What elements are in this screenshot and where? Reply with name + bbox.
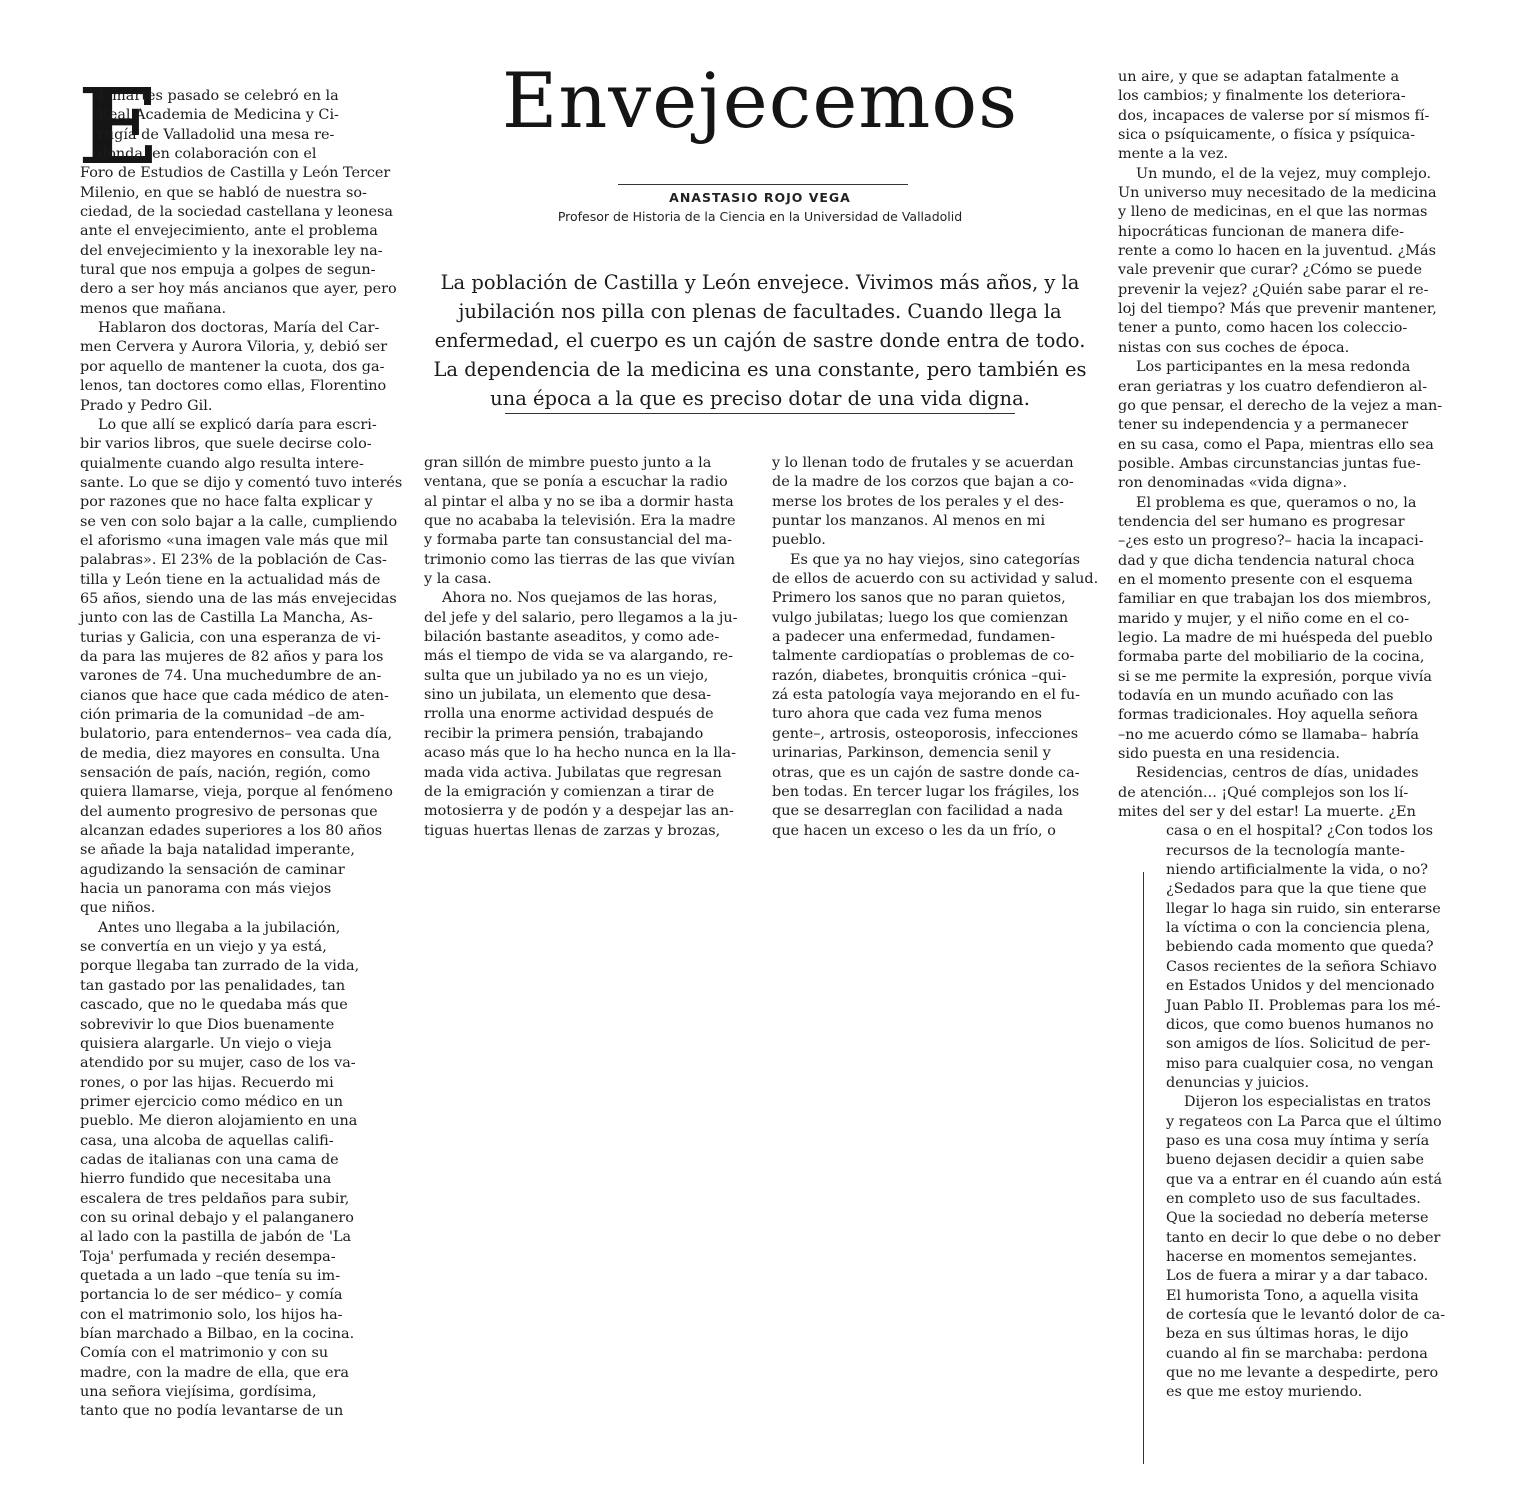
text-line: Los de fuera a mirar y a dar tabaco. — [1166, 1268, 1429, 1285]
column-divider — [1143, 872, 1144, 1464]
text-line: de atención... ¡Qué complejos son los lí- — [1118, 784, 1409, 801]
text-line: mente a la vez. — [1118, 146, 1229, 163]
article-column-2 — [424, 454, 754, 841]
text-line: Lo que allí se explicó daría para escri- — [98, 416, 377, 433]
text-line: si se me permite la expresión, porque vivía — [1118, 668, 1432, 685]
text-line: Casos recientes de la señora Schiavo — [1166, 958, 1437, 975]
text-line: por aquello de mantener la cuota, dos ga- — [80, 358, 385, 375]
text-line: llegar lo haga sin ruido, sin enterarse — [1166, 900, 1441, 917]
text-line: El humorista Tono, a aquella visita — [1166, 1287, 1419, 1304]
text-line: puntar los manzanos. Al menos en mi — [772, 513, 1046, 530]
text-line: más el tiempo de vida se va alargando, re- — [424, 648, 734, 665]
text-line: quetada a un lado –que tenía su im- — [80, 1267, 341, 1284]
text-line: sido puesta en una residencia. — [1118, 746, 1341, 763]
text-line: dero a ser hoy más ancianos que ayer, pero — [80, 281, 397, 298]
text-line: gran sillón de mimbre puesto junto a la — [424, 455, 712, 471]
text-line: y regateos con La Parca que el último — [1166, 1113, 1442, 1130]
text-line: cadas de italianas con una cama de — [80, 1151, 339, 1168]
text-line: sensación de país, nación, región, como — [80, 765, 371, 782]
text-line: palabras». El 23% de la población de Cas- — [80, 552, 387, 569]
text-line: del envejecimiento y la inexorable ley na- — [80, 242, 383, 259]
text-line: y lleno de medicinas, en el que las normas — [1118, 204, 1428, 221]
text-line: la víctima o con la conciencia plena, — [1166, 920, 1431, 937]
text-line: formaba parte del mobiliario de la cocina, — [1118, 649, 1425, 666]
text-line: rente a como lo hacen en la juventud. ¿Más — [1118, 243, 1436, 260]
text-line: se convertía en un viejo y ya está, — [80, 939, 327, 956]
text-line: –no me acuerdo cómo se llamaba– habría — [1118, 726, 1419, 743]
text-line: en Estados Unidos y del mencionado — [1166, 978, 1435, 995]
text-line: Primero los sanos que no paran quietos, — [772, 590, 1066, 607]
text-line: los cambios; y finalmente los deteriora- — [1118, 88, 1406, 105]
text-line: ¿Sedados para que la que tiene que — [1166, 881, 1427, 898]
text-line: nistas con sus coches de época. — [1118, 339, 1350, 356]
text-line: hierro fundido que necesitaba una — [80, 1171, 332, 1188]
text-line: bían marchado a Bilbao, en la cocina. — [80, 1326, 355, 1342]
text-line: cascado, que no le quedaba más que — [80, 997, 348, 1014]
text-line: junto con las de Castilla La Mancha, As- — [80, 610, 373, 627]
lede-line: jubilación nos pilla con plenas de facultades. Cuando llega la — [458, 300, 1062, 323]
text-line: loj del tiempo? Más que prevenir mantener, — [1118, 301, 1437, 318]
text-line: bebiendo cada momento que queda? — [1166, 939, 1434, 956]
text-line: a padecer una enfermedad, fundamen- — [772, 629, 1056, 646]
lede-line: enfermedad, el cuerpo es un cajón de sastre donde entra de todo. — [434, 329, 1086, 352]
text-line: bulatorio, para entendernos– vea cada día, — [80, 726, 393, 743]
text-line: Un mundo, el de la vejez, muy complejo. — [1136, 165, 1432, 182]
text-line: madre, con la madre de ella, que era — [80, 1364, 350, 1381]
text-line: porque llegaba tan zurrado de la vida, — [80, 958, 360, 975]
text-line: denuncias y juicios. — [1166, 1074, 1310, 1091]
text-line: sante. Lo que se dijo y comentó tuvo interés — [80, 474, 403, 491]
text-line: por razones que no hace falta explicar y — [80, 494, 373, 511]
text-line: turo ahora que cada vez fuma menos — [772, 706, 1042, 723]
text-line: Ahora no. Nos quejamos de las horas, — [442, 590, 718, 607]
text-line: Los participantes en la mesa redonda — [1136, 359, 1411, 376]
text-line: formas tradicionales. Hoy aquella señora — [1118, 707, 1419, 724]
text-line: miso para cualquier cosa, no vengan — [1166, 1055, 1434, 1072]
text-line: hipocráticas funcionan de manera dife- — [1118, 223, 1404, 240]
text-line: donda, en colaboración con el — [98, 146, 317, 163]
text-line: lenos, tan doctores como ellas, Florentino — [80, 378, 387, 395]
text-line: que no me levante a despedirte, pero — [1166, 1365, 1439, 1382]
text-line: dos, incapaces de valerse por sí mismos fí- — [1118, 107, 1430, 124]
lede-line: una época a la que es preciso dotar de una vida digna. — [490, 387, 1030, 410]
text-line: tendencia del ser humano es progresar — [1118, 513, 1405, 530]
lede — [420, 268, 1100, 413]
text-line: motosierra y de podón y a despejar las an- — [424, 803, 734, 820]
text-line: de media, diez mayores en consulta. Una — [80, 745, 380, 762]
lede-line: La dependencia de la medicina es una constante, pero también es — [433, 358, 1087, 381]
text-line: ciedad, de la sociedad castellana y leonesa — [80, 204, 393, 221]
text-line: pueblo. — [772, 532, 826, 549]
text-line: Un universo muy necesitado de la medicina — [1118, 185, 1437, 202]
text-line: de la emigración y comienzan a tirar de — [424, 783, 715, 800]
text-line: agudizando la sensación de caminar — [80, 861, 345, 878]
text-line: al lado con la pastilla de jabón de 'La — [80, 1229, 352, 1246]
lede-line: La población de Castilla y León envejece. Vivimos más años, y la — [440, 271, 1080, 294]
text-line: familiar en que trabajan los dos miembros, — [1118, 591, 1432, 608]
text-line: dad y que dicha tendencia natural choca — [1118, 552, 1415, 569]
text-line: legio. La madre de mi huéspeda del pueblo — [1118, 629, 1433, 646]
text-line: gente–, artrosis, osteoporosis, infecciones — [772, 725, 1079, 742]
text-line: Foro de Estudios de Castilla y León Tercer — [80, 165, 391, 182]
text-line: Real Academia de Medicina y Ci- — [98, 107, 339, 124]
text-line: Dijeron los especialistas en tratos — [1184, 1094, 1431, 1111]
lede-rule — [505, 413, 1015, 414]
text-line: tanto en decir lo que debe o no deber — [1166, 1229, 1441, 1246]
text-line: todavía en un mundo acuñado con las — [1118, 688, 1394, 704]
text-line: casa o en el hospital? ¿Con todos los — [1166, 823, 1434, 840]
text-line: Comía con el matrimonio y con su — [80, 1345, 329, 1362]
headline: Envejecemos — [501, 56, 1019, 145]
author-affiliation: Profesor de Historia de la Ciencia en la Universidad de Valladolid — [557, 209, 963, 224]
text-line: en su casa, como el Papa, mientras ello sea — [1118, 436, 1434, 453]
text-line: go que pensar, el derecho de la vejez a man- — [1118, 397, 1443, 414]
text-line: sobrevivir lo que Dios buenamente — [80, 1016, 335, 1033]
text-line: cuando al fin se marchaba: perdona — [1166, 1345, 1428, 1362]
text-line: del jefe y del salario, pero llegamos a la ju- — [424, 609, 738, 626]
text-line: de la madre de los corzos que bajan a co- — [772, 474, 1074, 491]
text-line: niendo artificialmente la vida, o no? — [1166, 862, 1429, 879]
text-line: Es que ya no hay viejos, sino categorías — [790, 551, 1081, 568]
text-line: hacerse en momentos semejantes. — [1166, 1248, 1417, 1265]
text-line: Que la sociedad no debería meterse — [1166, 1210, 1429, 1227]
text-line: da para las mujeres de 82 años y para los — [80, 648, 384, 665]
text-line: tilla y León tiene en la actualidad más de — [80, 571, 381, 588]
headline-rule — [618, 184, 908, 185]
text-line: alcanzan edades superiores a los 80 años — [80, 823, 383, 840]
text-line: paso es una cosa muy íntima y sería — [1166, 1132, 1430, 1149]
text-line: se ven con solo bajar a la calle, cumpliendo — [80, 513, 398, 530]
text-line: que va a entrar en él cuando aún está — [1166, 1171, 1443, 1188]
text-line: y la casa. — [424, 571, 492, 588]
article-column-1 — [80, 87, 405, 1422]
text-line: tan gastado por las penalidades, tan — [80, 977, 346, 994]
text-line: 65 años, siendo una de las más envejecidas — [80, 590, 397, 607]
text-line: un aire, y que se adaptan fatalmente a — [1118, 69, 1400, 85]
text-line: urinarias, Parkinson, demencia senil y — [772, 745, 1051, 762]
text-line: quialmente cuando algo resulta intere- — [80, 455, 364, 472]
text-line: atendido por su mujer, caso de los va- — [80, 1055, 356, 1072]
article-column-4 — [1118, 68, 1448, 1403]
text-line: sica o psíquicamente, o física y psíquica- — [1118, 127, 1416, 144]
text-line: vale prevenir que curar? ¿Cómo se puede — [1118, 262, 1422, 279]
text-line: varones de 74. Una muchedumbre de an- — [80, 668, 382, 685]
text-line: rugía de Valladolid una mesa re- — [98, 126, 335, 143]
text-line: pueblo. Me dieron alojamiento en una — [80, 1113, 358, 1130]
text-line: rones, o por las hijas. Recuerdo mi — [80, 1074, 334, 1091]
text-line: –¿es esto un progreso?– hacia la incapaci- — [1118, 533, 1424, 550]
text-line: otras, que es un cajón de sastre donde ca- — [772, 764, 1080, 781]
text-line: que se desarreglan con facilidad a nada — [772, 803, 1063, 820]
text-line: que no acababa la televisión. Era la madre — [424, 513, 736, 530]
text-line: quiera llamarse, vieja, porque al fenómeno — [80, 784, 393, 801]
text-line: Hablaron dos doctoras, María del Car- — [98, 320, 380, 337]
text-line: escalera de tres peldaños para subir, — [80, 1190, 350, 1207]
text-line: Antes uno llegaba a la jubilación, — [98, 919, 341, 936]
text-line: cianos que hace que cada médico de aten- — [80, 687, 389, 704]
text-line: ben todas. En tercer lugar los frágiles, los — [772, 783, 1080, 800]
text-line: eran geriatras y los cuatro defendieron al- — [1118, 378, 1428, 395]
text-line: tener su independencia y a permanecer — [1118, 417, 1409, 434]
text-line: Juan Pablo II. Problemas para los mé- — [1166, 997, 1441, 1014]
text-line: casa, una alcoba de aquellas califi- — [80, 1132, 334, 1149]
author-name: ANASTASIO ROJO VEGA — [669, 190, 851, 205]
text-line: El problema es que, queramos o no, la — [1136, 494, 1417, 511]
article-column-3 — [772, 454, 1102, 841]
text-line: tanto que no podía levantarse de un — [80, 1403, 344, 1420]
text-line: hacia un panorama con más viejos — [80, 881, 332, 898]
text-line: bir varios libros, que suele decirse colo- — [80, 436, 372, 453]
text-line: en completo uso de sus facultades. — [1166, 1190, 1421, 1207]
text-line: portancia lo de ser médico– y comía — [80, 1287, 343, 1304]
text-line: dicos, que como buenos humanos no — [1166, 1016, 1434, 1033]
text-line: trimonio como las tierras de las que vivían — [424, 551, 735, 568]
text-line: talmente cardiopatías o problemas de co- — [772, 648, 1075, 665]
text-line: rrolla una enorme actividad después de — [424, 706, 714, 723]
text-line: razón, diabetes, bronquitis crónica –qui- — [772, 667, 1067, 684]
text-line: Prado y Pedro Gil. — [80, 397, 213, 414]
text-line: ante el envejecimiento, ante el problema — [80, 223, 378, 240]
text-line: recibir la primera pensión, trabajando — [424, 725, 704, 742]
text-line: vulgo jubilatas; luego los que comienzan — [772, 609, 1069, 626]
text-line: menos que mañana. — [80, 300, 227, 317]
text-line: Toja' perfumada y recién desempa- — [80, 1248, 336, 1265]
text-line: bilación bastante aseaditos, y como ade- — [424, 629, 720, 646]
text-line: quisiera alargarle. Un viejo o vieja — [80, 1035, 332, 1052]
text-line: de cortesía que le levantó dolor de ca- — [1166, 1307, 1446, 1323]
text-line: que hacen un exceso o les da un frío, o — [772, 822, 1056, 839]
text-line: y formaba parte tan consustancial del ma- — [424, 532, 732, 549]
text-line: una señora viejísima, gordísima, — [80, 1384, 317, 1401]
text-line: mites del ser y del estar! La muerte. ¿En — [1118, 804, 1416, 821]
text-line: es que me estoy muriendo. — [1166, 1384, 1363, 1401]
text-line: ción primaria de la comunidad –de am- — [80, 707, 365, 723]
text-line: con el matrimonio solo, los hijos ha- — [80, 1306, 343, 1323]
text-line: prevenir la vejez? ¿Quién sabe parar el re- — [1118, 281, 1429, 298]
text-line: con su orinal debajo y el palanganero — [80, 1209, 354, 1226]
text-line: sino un jubilata, un elemento que desa- — [424, 687, 712, 704]
text-line: y lo llenan todo de frutales y se acuerdan — [772, 455, 1074, 471]
text-line: el aforismo «una imagen vale más que mil — [80, 532, 388, 549]
text-line: acaso más que lo ha hecho nunca en la lla- — [424, 745, 736, 762]
text-line: recursos de la tecnología mante- — [1166, 842, 1405, 859]
text-line: que niños. — [80, 900, 156, 917]
text-line: en el momento presente con el esquema — [1118, 571, 1413, 588]
text-line: primer ejercicio como médico en un — [80, 1093, 344, 1110]
text-line: tiguas huertas llenas de zarzas y brozas, — [424, 822, 721, 839]
text-line: posible. Ambas circunstancias juntas fue- — [1118, 455, 1421, 472]
text-line: tural que nos empuja a golpes de segun- — [80, 262, 376, 279]
text-line: Residencias, centros de días, unidades — [1136, 765, 1419, 782]
text-line: turias y Galicia, con una esperanza de vi- — [80, 629, 381, 646]
text-line: son amigos de líos. Solicitud de per- — [1166, 1036, 1431, 1053]
text-line: del aumento progresivo de personas que — [80, 803, 378, 820]
text-line: zá esta patología vaya mejorando en el fu- — [772, 687, 1081, 704]
text-line: merse los brotes de los perales y el des- — [772, 493, 1064, 510]
drop-cap: E — [78, 65, 158, 188]
text-line: marido y mujer, y el niño come en el co- — [1118, 610, 1410, 627]
text-line: men Cervera y Aurora Viloria, y, debió ser — [80, 339, 388, 356]
text-line: ventana, que se ponía a escuchar la radio — [424, 474, 728, 491]
text-line: L martes pasado se celebró en la — [98, 88, 339, 104]
text-line: sulta que un jubilado ya no es un viejo, — [424, 667, 709, 684]
text-line: ron denominadas «vida digna». — [1118, 475, 1348, 492]
text-line: de ellos de acuerdo con su actividad y salud. — [772, 571, 1099, 588]
text-line: al pintar el alba y no se iba a dormir hasta — [424, 493, 734, 510]
text-line: Milenio, en que se habló de nuestra so- — [80, 184, 367, 201]
text-line: se añade la baja natalidad imperante, — [80, 842, 355, 859]
text-line: beza en sus últimas horas, le dijo — [1166, 1326, 1409, 1343]
text-line: mada vida activa. Jubilatas que regresan — [424, 764, 722, 781]
text-line: bueno dejasen decidir a quien sabe — [1166, 1152, 1424, 1169]
text-line: tener a punto, como hacen los coleccio- — [1118, 320, 1408, 337]
